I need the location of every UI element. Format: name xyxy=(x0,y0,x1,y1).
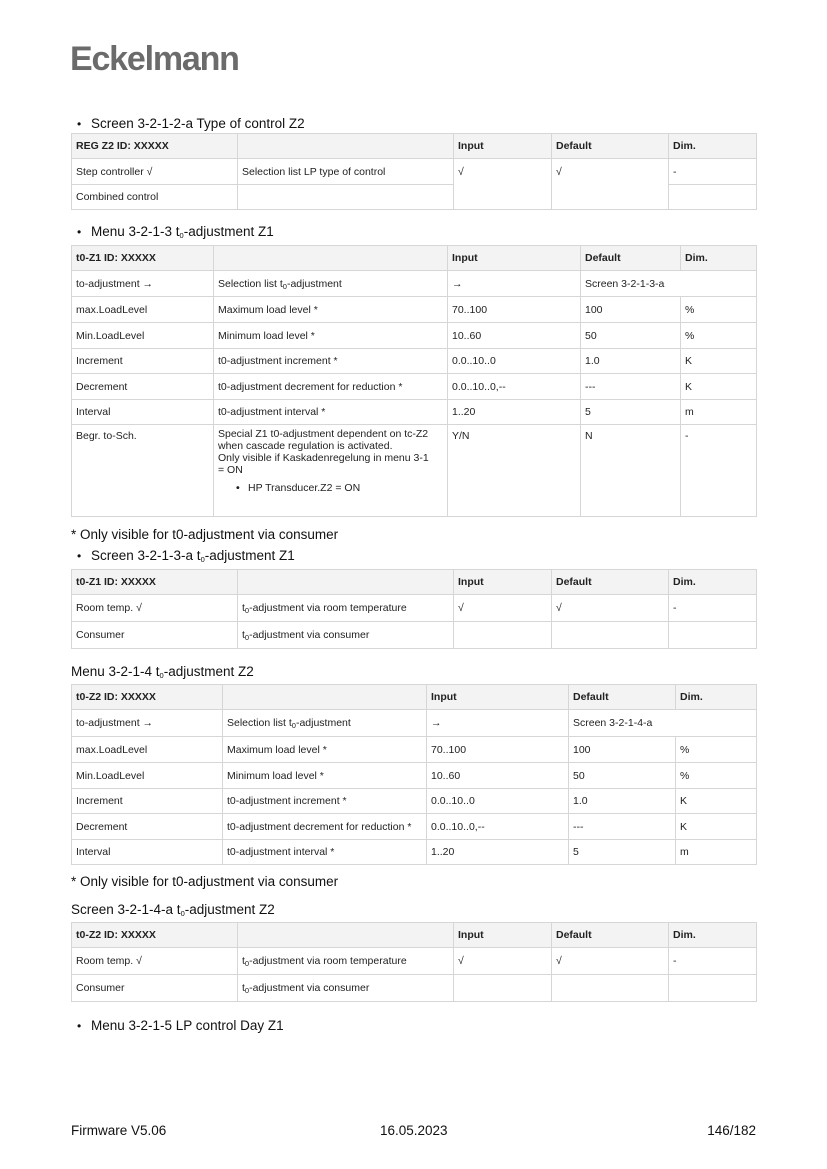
table-cell xyxy=(669,622,757,649)
table-cell: t0-adjustment decrement for reduction * xyxy=(214,374,448,400)
table-cell: Maximum load level * xyxy=(223,737,427,763)
table-cell: Room temp. √ xyxy=(72,595,238,622)
table-cell: m xyxy=(676,840,757,865)
table-cell: t0-adjustment interval * xyxy=(214,400,448,425)
table-cell: Consumer xyxy=(72,622,238,649)
table-cell: Increment xyxy=(72,789,223,814)
table-row xyxy=(72,763,757,789)
header-cell: Default xyxy=(552,134,669,159)
table-cell: → xyxy=(427,710,569,737)
table-cell: Begr. to-Sch. xyxy=(72,425,214,517)
section-heading-screen-t0-z2: Screen 3-2-1-4-a $t_0$-adjustment Z2 xyxy=(71,902,275,918)
table-header-row xyxy=(72,685,757,710)
table-cell: t0-adjustment increment * xyxy=(214,349,448,374)
table-cell: max.LoadLevel xyxy=(72,297,214,323)
t0-adjustment-z2-table xyxy=(71,684,757,865)
table-cell: Maximum load level * xyxy=(214,297,448,323)
table-cell xyxy=(669,185,757,210)
header-cell xyxy=(238,570,454,595)
header-cell: Default xyxy=(552,923,669,948)
table-cell: Decrement xyxy=(72,374,214,400)
table-cell: Minimum load level * xyxy=(223,763,427,789)
table-row xyxy=(72,400,757,425)
header-cell: t0-Z1 ID: XXXXX xyxy=(72,246,214,271)
table-cell: K xyxy=(681,349,757,374)
list-item: • HP Transducer.Z2 = ON xyxy=(218,482,443,494)
header-cell: Input xyxy=(454,134,552,159)
table-cell: K xyxy=(676,789,757,814)
table-cell: Room temp. √ xyxy=(72,948,238,975)
table-cell: Minimum load level * xyxy=(214,323,448,349)
screen-t0-adjustment-z1-table xyxy=(71,569,757,649)
table-row xyxy=(72,975,757,1002)
table-cell: - xyxy=(669,948,757,975)
table-cell: t0-adjustment decrement for reduction * xyxy=(223,814,427,840)
header-cell: Input xyxy=(454,570,552,595)
table-row xyxy=(72,622,757,649)
table-cell: t0-adjustment interval * xyxy=(223,840,427,865)
table-row xyxy=(72,710,757,737)
footer-firmware: Firmware V5.06 xyxy=(71,1123,167,1138)
table-cell: 50 xyxy=(569,763,676,789)
header-cell xyxy=(238,134,454,159)
table-cell: 70..100 xyxy=(448,297,581,323)
table-cell: Interval xyxy=(72,400,214,425)
section-heading-type-of-control-z2: • Screen 3-2-1-2-a Type of control Z2 xyxy=(77,116,305,131)
header-cell: Input xyxy=(454,923,552,948)
section-heading-t0-adjustment-z2: Menu 3-2-1-4 $t_0$-adjustment Z2 xyxy=(71,664,254,680)
table-cell: √ xyxy=(552,948,669,975)
table-cell xyxy=(552,622,669,649)
t0-adjustment-z1-table xyxy=(71,245,757,517)
table-row xyxy=(72,595,757,622)
table-cell: 0.0..10..0 xyxy=(448,349,581,374)
table-cell: $t_0$-adjustment via consumer xyxy=(238,622,454,649)
table-cell: % xyxy=(681,297,757,323)
table-cell: 10..60 xyxy=(448,323,581,349)
table-row xyxy=(72,840,757,865)
header-cell xyxy=(223,685,427,710)
table-cell: - xyxy=(669,595,757,622)
table-cell: $t_0$-adjustment via room temperature xyxy=(238,595,454,622)
table-cell: Decrement xyxy=(72,814,223,840)
table-cell: % xyxy=(681,323,757,349)
table-cell: N xyxy=(581,425,681,517)
table-cell: 1..20 xyxy=(448,400,581,425)
table-cell: 100 xyxy=(569,737,676,763)
table-cell: 100 xyxy=(581,297,681,323)
table-cell: to-adjustment → xyxy=(72,710,223,737)
table-cell: K xyxy=(676,814,757,840)
table-cell: Min.LoadLevel xyxy=(72,763,223,789)
header-cell xyxy=(214,246,448,271)
header-cell: t0-Z1 ID: XXXXX xyxy=(72,570,238,595)
table-cell: Consumer xyxy=(72,975,238,1002)
header-cell: Dim. xyxy=(681,246,757,271)
type-of-control-z2-table xyxy=(71,133,757,210)
table-cell: --- xyxy=(569,814,676,840)
table-row xyxy=(72,814,757,840)
header-cell: Dim. xyxy=(669,570,757,595)
header-cell: t0-Z2 ID: XXXXX xyxy=(72,923,238,948)
table-cell: 5 xyxy=(569,840,676,865)
table-cell: to-adjustment → xyxy=(72,271,214,297)
footer-date: 16.05.2023 xyxy=(380,1123,448,1138)
table-cell: K xyxy=(681,374,757,400)
table-row xyxy=(72,297,757,323)
table-row xyxy=(72,737,757,763)
section-heading-lp-control-day-z1: • Menu 3-2-1-5 LP control Day Z1 xyxy=(77,1018,284,1033)
header-cell: t0-Z2 ID: XXXXX xyxy=(72,685,223,710)
table-header-row xyxy=(72,246,757,271)
table-cell: 70..100 xyxy=(427,737,569,763)
table-cell: Min.LoadLevel xyxy=(72,323,214,349)
header-cell: Dim. xyxy=(669,134,757,159)
header-cell: Input xyxy=(448,246,581,271)
header-cell: REG Z2 ID: XXXXX xyxy=(72,134,238,159)
table-cell: 10..60 xyxy=(427,763,569,789)
table-cell: 0.0..10..0 xyxy=(427,789,569,814)
footer-page-number: 146/182 xyxy=(707,1123,756,1138)
table-row xyxy=(72,948,757,975)
header-cell: Default xyxy=(569,685,676,710)
table-header-row xyxy=(72,923,757,948)
table-header-row xyxy=(72,570,757,595)
table-cell: 0.0..10..0,-- xyxy=(448,374,581,400)
table-cell: Increment xyxy=(72,349,214,374)
table-row xyxy=(72,374,757,400)
table-cell: → xyxy=(448,271,581,297)
table-cell: 1.0 xyxy=(581,349,681,374)
table-cell xyxy=(552,975,669,1002)
table-header-row xyxy=(72,134,757,159)
table-cell: max.LoadLevel xyxy=(72,737,223,763)
table-row xyxy=(72,323,757,349)
table-cell: Combined control xyxy=(72,185,238,210)
footnote-consumer-z1: * Only visible for t0-adjustment via consumer xyxy=(71,527,339,542)
table-cell: Y/N xyxy=(448,425,581,517)
table-cell: 1.0 xyxy=(569,789,676,814)
table-row xyxy=(72,271,757,297)
table-cell: Special Z1 t0-adjustment dependent on tc-Z2 when cascade regulation is activated. Only visible if Kaskadenregelung in menu 3-1 = ON • HP Transducer.Z2 = ON xyxy=(214,425,448,517)
table-cell xyxy=(454,975,552,1002)
table-cell xyxy=(454,622,552,649)
header-cell: Default xyxy=(581,246,681,271)
table-cell: √ xyxy=(454,948,552,975)
header-cell xyxy=(238,923,454,948)
table-cell: Interval xyxy=(72,840,223,865)
table-cell: √ xyxy=(552,159,669,210)
table-cell: Selection list LP type of control xyxy=(238,159,454,185)
table-cell: $t_0$-adjustment via room temperature xyxy=(238,948,454,975)
screen-t0-adjustment-z2-table xyxy=(71,922,757,1002)
table-cell: % xyxy=(676,763,757,789)
table-cell xyxy=(669,975,757,1002)
table-cell: Screen 3-2-1-3-a xyxy=(581,271,757,297)
table-cell: √ xyxy=(454,159,552,210)
section-heading-t0-adjustment-z1: • Menu 3-2-1-3 $t_0$-adjustment Z1 xyxy=(77,224,274,239)
table-cell: --- xyxy=(581,374,681,400)
table-cell: 0.0..10..0,-- xyxy=(427,814,569,840)
table-cell: % xyxy=(676,737,757,763)
table-row xyxy=(72,349,757,374)
table-cell: √ xyxy=(552,595,669,622)
table-cell: t0-adjustment increment * xyxy=(223,789,427,814)
table-cell: Screen 3-2-1-4-a xyxy=(569,710,757,737)
footnote-consumer-z2: * Only visible for t0-adjustment via consumer xyxy=(71,874,339,889)
header-cell: Default xyxy=(552,570,669,595)
table-cell: - xyxy=(681,425,757,517)
table-cell: Selection list $t_0$-adjustment xyxy=(223,710,427,737)
table-row xyxy=(72,789,757,814)
table-cell: 50 xyxy=(581,323,681,349)
section-heading-screen-t0-z1: • Screen 3-2-1-3-a $t_0$-adjustment Z1 xyxy=(77,548,295,563)
header-cell: Dim. xyxy=(669,923,757,948)
table-row xyxy=(72,159,757,185)
table-cell: Selection list $t_0$-adjustment xyxy=(214,271,448,297)
eckelmann-logo: Eckelmann xyxy=(70,40,239,78)
table-cell: Step controller √ xyxy=(72,159,238,185)
table-cell: - xyxy=(669,159,757,185)
table-cell: √ xyxy=(454,595,552,622)
table-cell: $t_0$-adjustment via consumer xyxy=(238,975,454,1002)
header-cell: Input xyxy=(427,685,569,710)
header-cell: Dim. xyxy=(676,685,757,710)
table-cell: 5 xyxy=(581,400,681,425)
table-cell xyxy=(238,185,454,210)
table-cell: 1..20 xyxy=(427,840,569,865)
table-row xyxy=(72,425,757,517)
table-cell: m xyxy=(681,400,757,425)
